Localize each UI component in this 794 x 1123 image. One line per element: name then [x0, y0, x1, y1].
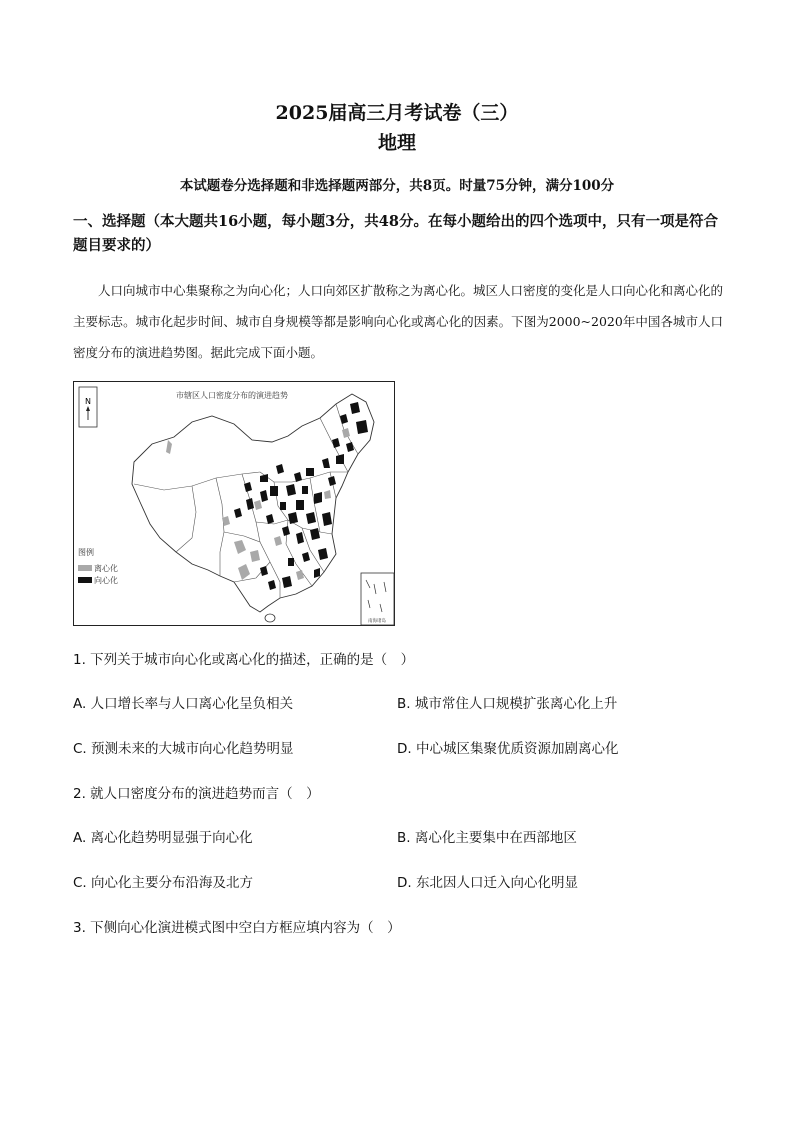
question-1-option-c[interactable]: C. 预测未来的大城市向心化趋势明显 — [73, 741, 294, 757]
question-1-option-a[interactable]: A. 人口增长率与人口离心化呈负相关 — [73, 696, 294, 712]
hainan-island — [265, 614, 275, 622]
passage-text: 人口向城市中心集聚称之为向心化；人口向郊区扩散称之为离心化。城区人口密度的变化是人口向心化和离心化的主要标志。城市化起步时间、城市自身规模等都是影响向心化或离心化的因素。下图为2000~2020年中国各城市人口密度分布的演进趋势图。据此完成下面小题。 — [73, 283, 724, 360]
map-graphic — [74, 382, 396, 627]
question-2-option-b[interactable]: B. 离心化主要集中在西部地区 — [397, 830, 577, 846]
legend-swatch-centralization — [78, 577, 92, 583]
section-heading: 一、选择题（本大题共16小题，每小题3分，共48分。在每小题给出的四个选项中，只有一项是符合题目要求的） — [73, 213, 718, 254]
legend-swatch-decentralization — [78, 565, 92, 571]
subject-title: 地理 — [377, 132, 416, 154]
china-map-figure — [73, 381, 395, 626]
question-2-option-d[interactable]: D. 东北因人口迁入向心化明显 — [397, 875, 578, 891]
map-title: 市辖区人口密度分布的演进趋势 — [176, 391, 288, 400]
question-1-stem: 1. 下列关于城市向心化或离心化的描述，正确的是（ ） — [73, 652, 415, 668]
inset-label: 南海诸岛 — [368, 619, 386, 624]
legend-title: 图例 — [78, 548, 94, 557]
question-3-stem: 3. 下侧向心化演进模式图中空白方框应填内容为（ ） — [73, 920, 401, 936]
legend-label-centralization: 向心化 — [94, 576, 118, 585]
exam-title: 2025届高三月考试卷（三） — [275, 102, 519, 124]
question-1-option-b[interactable]: B. 城市常住人口规模扩张离心化上升 — [397, 696, 618, 712]
question-2-option-c[interactable]: C. 向心化主要分布沿海及北方 — [73, 875, 254, 891]
north-label: N — [85, 397, 91, 406]
legend-label-decentralization: 离心化 — [94, 564, 118, 573]
question-2-option-a[interactable]: A. 离心化趋势明显强于向心化 — [73, 830, 253, 846]
south-china-sea-inset — [361, 573, 394, 625]
question-1-option-d[interactable]: D. 中心城区集聚优质资源加剧离心化 — [397, 741, 619, 757]
exam-info: 本试题卷分选择题和非选择题两部分，共8页。时量75分钟，满分100分 — [179, 178, 615, 194]
question-2-stem: 2. 就人口密度分布的演进趋势而言（ ） — [73, 786, 320, 802]
